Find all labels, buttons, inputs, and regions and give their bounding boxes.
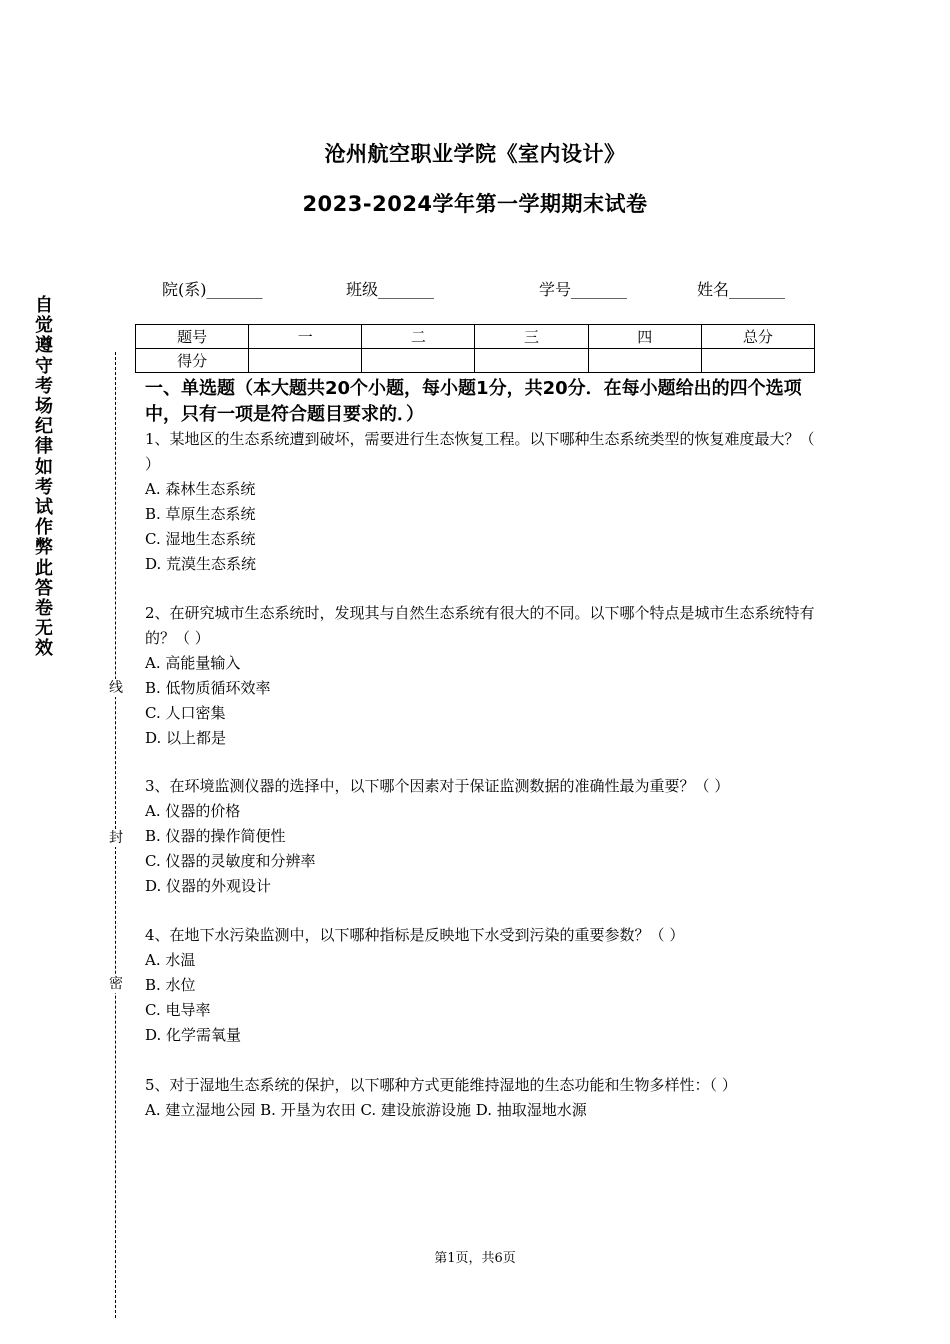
question-option[interactable]: C. 湿地生态系统 [145, 530, 256, 548]
question-option[interactable]: C. 人口密集 [145, 704, 226, 722]
score-cell[interactable] [249, 349, 362, 373]
score-table [135, 324, 815, 373]
question-option[interactable]: B. 水位 [145, 976, 196, 994]
question-option[interactable]: A. 森林生态系统 [145, 480, 256, 498]
question-option[interactable]: D. 以上都是 [145, 729, 227, 747]
score-cell[interactable] [701, 349, 814, 373]
question-3 [145, 774, 825, 899]
question-stem: 1、某地区的生态系统遭到破坏，需要进行生态恢复工程。以下哪种生态系统类型的恢复难度最大？（ ） [145, 430, 815, 473]
question-option[interactable]: D. 荒漠生态系统 [145, 555, 257, 573]
question-option[interactable]: B. 低物质循环效率 [145, 679, 271, 697]
table-cell: 得分 [136, 349, 249, 373]
question-option[interactable]: A. 建立湿地公园 B. 开垦为农田 C. 建设旅游设施 D. 抽取湿地水源 [145, 1101, 587, 1119]
score-cell[interactable] [588, 349, 701, 373]
question-option[interactable]: C. 电导率 [145, 1001, 211, 1019]
section-heading: 一、单选题（本大题共20个小题，每小题1分，共20分．在每小题给出的四个选项中，只有一项是符合题目要求的．） [145, 378, 802, 425]
question-option[interactable]: A. 高能量输入 [145, 654, 241, 672]
exam-subtitle: 2023-2024学年第一学期期末试卷 [302, 192, 648, 216]
score-cell[interactable] [362, 349, 475, 373]
score-table-header-row [136, 325, 815, 349]
question-option[interactable]: A. 仪器的价格 [145, 802, 241, 820]
question-option[interactable]: B. 仪器的操作简便性 [145, 827, 286, 845]
department-field: 院(系)_______ [162, 280, 263, 299]
question-1 [145, 427, 825, 577]
student-id-field: 学号_______ [539, 280, 628, 299]
score-cell[interactable] [475, 349, 588, 373]
exam-title: 沧州航空职业学院《室内设计》 [324, 142, 626, 166]
question-option[interactable]: A. 水温 [145, 951, 196, 969]
question-5 [145, 1073, 825, 1123]
binding-seal-label: 封 [106, 829, 126, 847]
name-field: 姓名_______ [697, 280, 786, 299]
binding-secret-label: 密 [106, 975, 126, 993]
question-option[interactable]: C. 仪器的灵敏度和分辨率 [145, 852, 316, 870]
table-cell: 二 [362, 325, 475, 349]
table-cell: 四 [588, 325, 701, 349]
table-cell: 总分 [701, 325, 814, 349]
table-cell: 题号 [136, 325, 249, 349]
question-4 [145, 923, 825, 1048]
question-option[interactable]: D. 仪器的外观设计 [145, 877, 272, 895]
table-cell: 三 [475, 325, 588, 349]
page-number: 第1页，共6页 [434, 1251, 516, 1266]
question-stem: 3、在环境监测仪器的选择中，以下哪个因素对于保证监测数据的准确性最为重要？（ ） [145, 777, 730, 795]
question-stem: 4、在地下水污染监测中，以下哪种指标是反映地下水受到污染的重要参数？（ ） [145, 926, 685, 944]
question-option[interactable]: B. 草原生态系统 [145, 505, 256, 523]
score-table-score-row [136, 349, 815, 373]
exam-discipline-notice: 自觉遵守考场纪律如考试作弊此答卷无效 [35, 295, 53, 660]
table-cell: 一 [249, 325, 362, 349]
question-stem: 2、在研究城市生态系统时，发现其与自然生态系统有很大的不同。以下哪个特点是城市生态系统特有的？（ ） [145, 604, 815, 647]
question-option[interactable]: D. 化学需氧量 [145, 1026, 242, 1044]
class-field: 班级_______ [346, 280, 435, 299]
question-stem: 5、对于湿地生态系统的保护，以下哪种方式更能维持湿地的生态功能和生物多样性：（ ） [145, 1076, 737, 1094]
binding-line-label: 线 [106, 679, 126, 697]
question-2 [145, 601, 825, 751]
